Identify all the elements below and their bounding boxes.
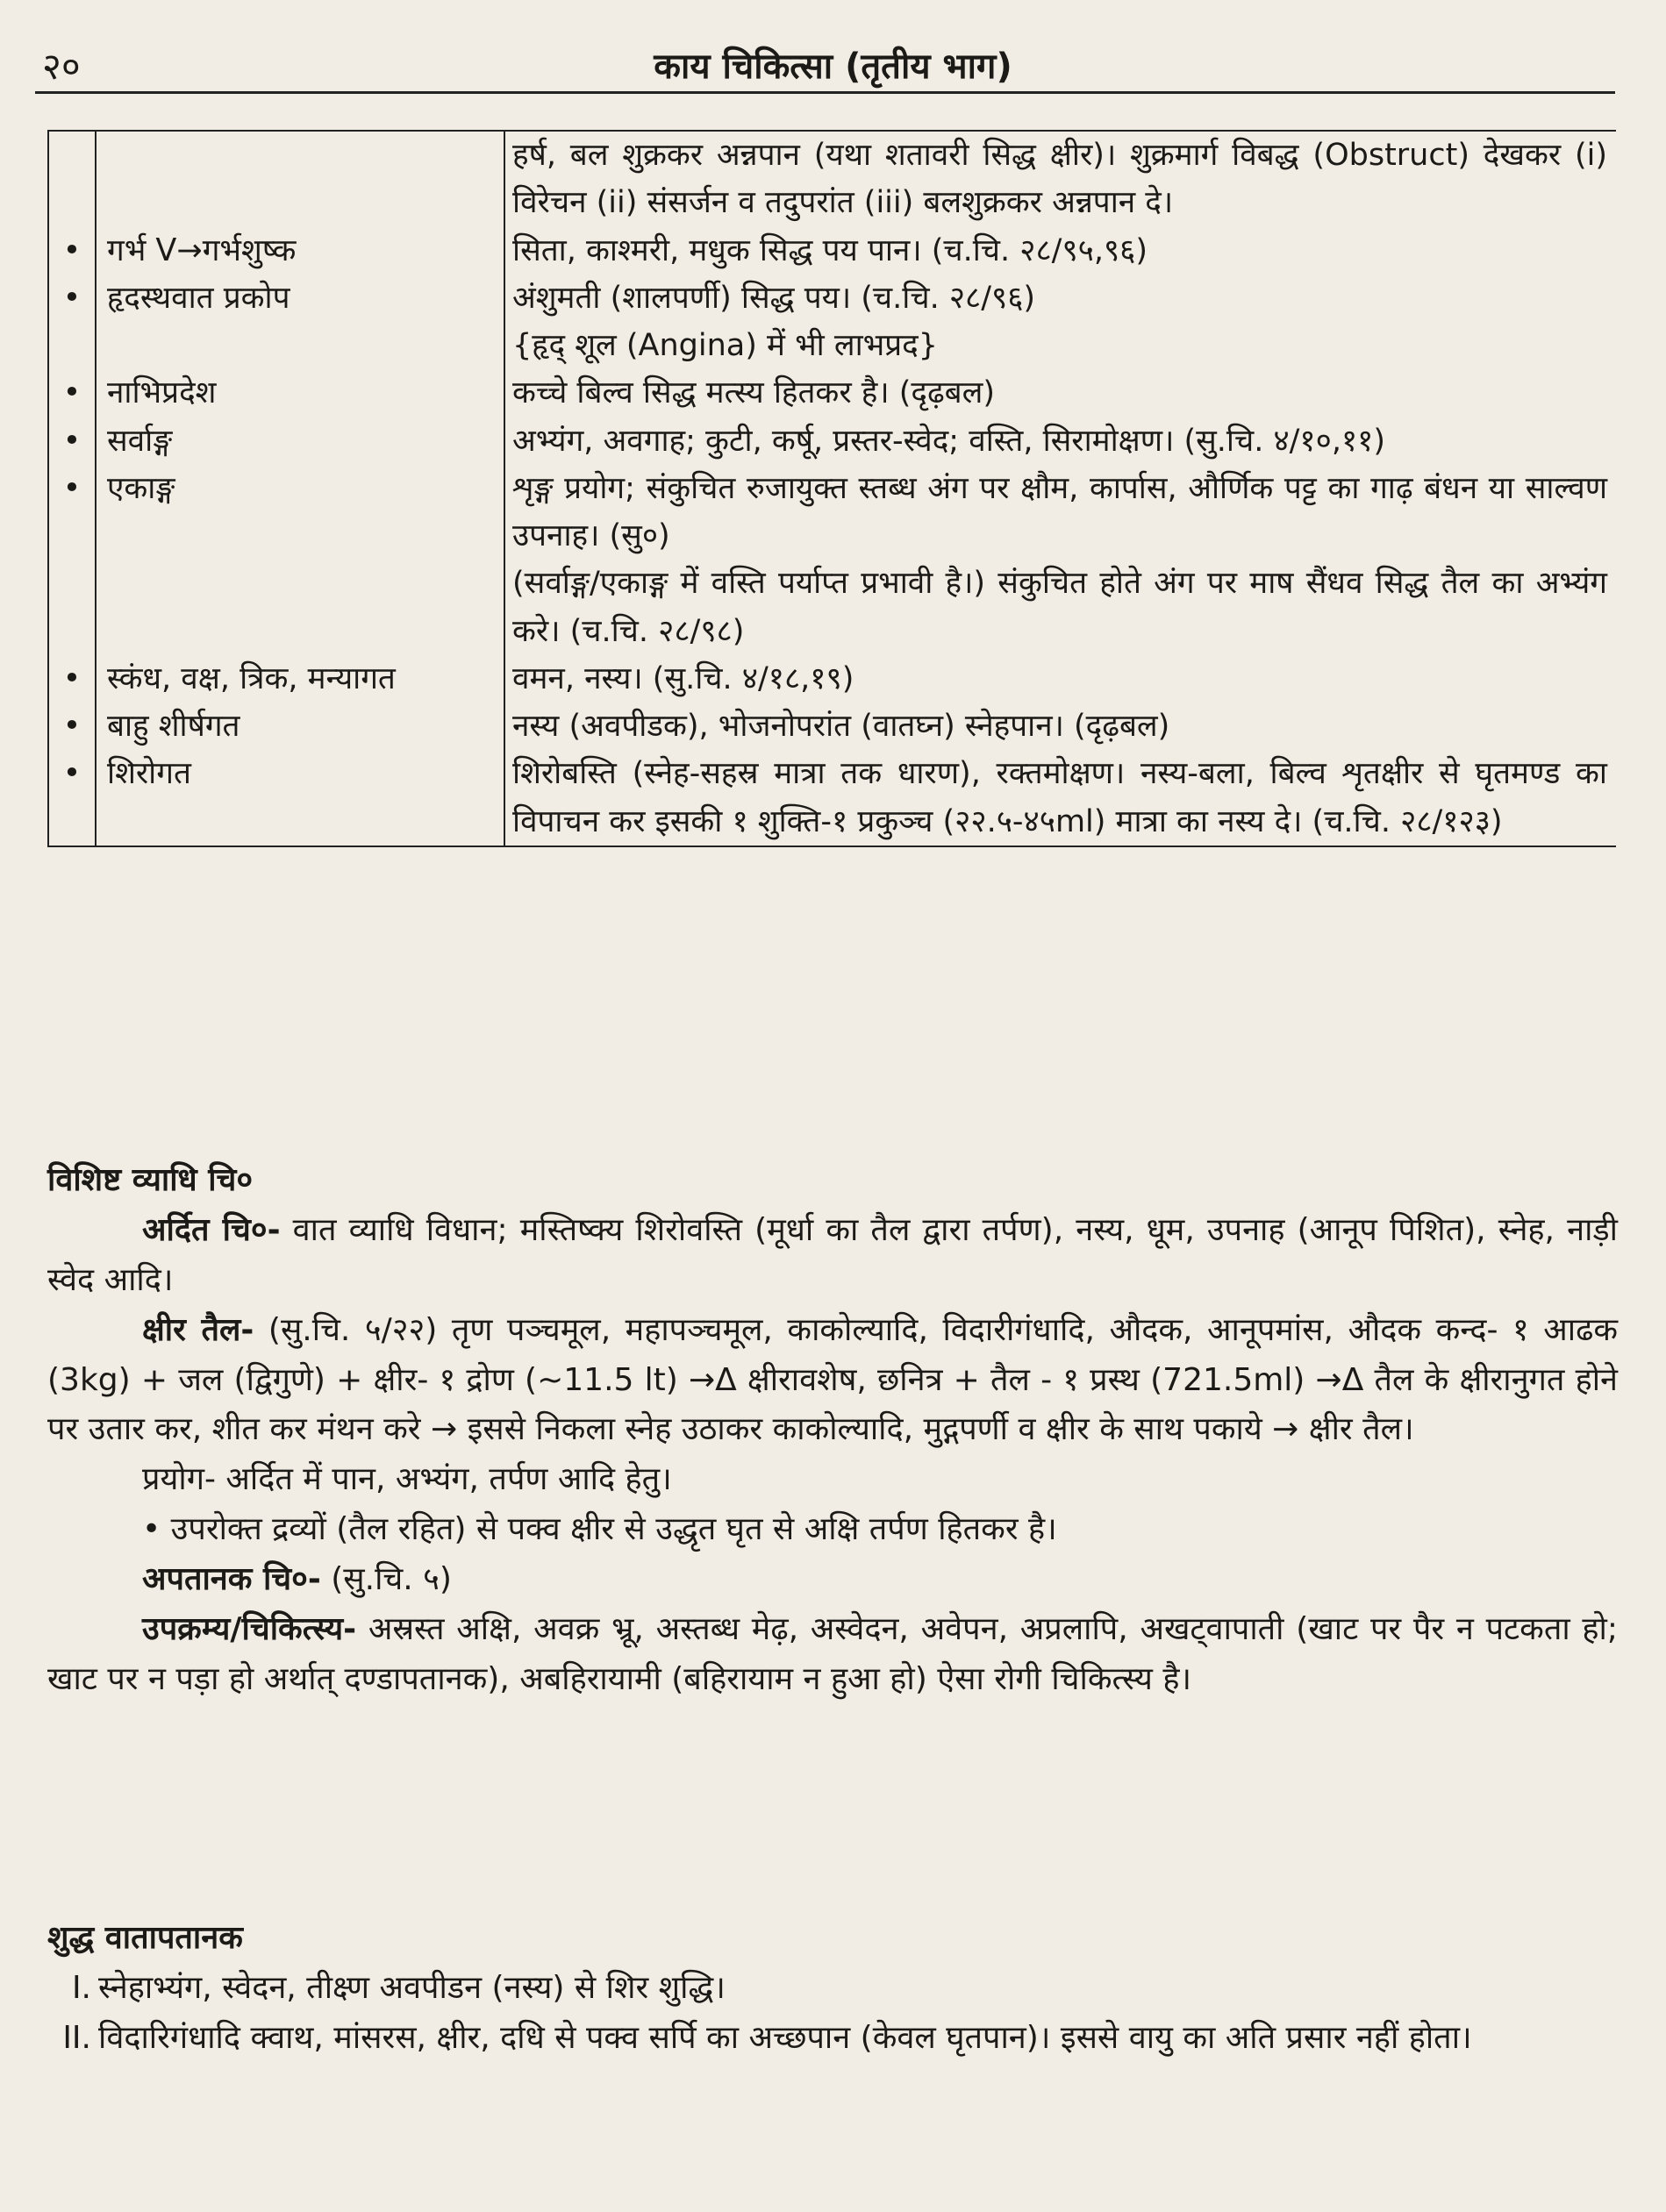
ksheer-label: क्षीर तैल- <box>142 1311 254 1348</box>
site-label: हृदस्थवात प्रकोप <box>96 275 504 322</box>
bullet: • <box>48 369 96 417</box>
table-row <box>48 560 1616 655</box>
treatment-table <box>47 130 1616 847</box>
section-heading: विशिष्ट व्याधि चि० <box>47 1162 254 1198</box>
treatment-text: सिता, काश्मरी, मधुक सिद्ध पय पान। (च.चि. २८/९५,९६) <box>512 232 1148 268</box>
table-row <box>48 703 1616 750</box>
apatanak-label: अपतानक चि०- <box>142 1561 321 1597</box>
apatanak-line <box>47 1555 1618 1605</box>
section-heading: शुद्ध वातापतानक <box>47 1920 243 1956</box>
list-item <box>47 1964 1618 2014</box>
list-item <box>47 2014 1618 2064</box>
treatment-text: अभ्यंग, अवगाह; कुटी, कर्षू, प्रस्तर-स्वेद; वस्ति, सिरामोक्षण। (सु.चि. ४/१०,११) <box>512 423 1386 459</box>
treatment-text: वमन, नस्य। (सु.चि. ४/१८,१९) <box>512 660 854 696</box>
upakram-paragraph <box>47 1605 1618 1705</box>
site-label: स्कंध, वक्ष, त्रिक, मन्यागत <box>96 655 504 703</box>
prayog-line: प्रयोग- अर्दित में पान, अभ्यंग, तर्पण आदि हेतु। <box>142 1461 672 1498</box>
site-label: शिरोगत <box>96 750 504 846</box>
site-label: गर्भ ᐯ→गर्भशुष्क <box>96 227 504 275</box>
upakram-label: उपक्रम्य/चिकित्स्य- <box>142 1610 357 1647</box>
list-text: स्नेहाभ्यंग, स्वेदन, तीक्ष्ण अवपीडन (नस्य) से शिर शुद्धि। <box>98 1969 726 2006</box>
site-label: बाहु शीर्षगत <box>96 703 504 750</box>
bullet-note: • उपरोक्त द्रव्यों (तैल रहित) से पक्व क्षीर से उद्धृत घृत से अक्षि तर्पण हितकर है। <box>142 1511 1057 1548</box>
table-row <box>48 227 1616 275</box>
list-number: I. <box>71 1969 91 2006</box>
site-label: सर्वाङ्ग <box>96 417 504 465</box>
table-row <box>48 750 1616 846</box>
table-row <box>48 655 1616 703</box>
upakram-text: अस्रस्त अक्षि, अवक्र भ्रू, अस्तब्ध मेढ़, अस्वेदन, अवेपन, अप्रलापि, अखट्वापाती (खाट पर पैर न पटकता हो; खाट पर न पड़ा हो अर्थात् दण्डापतानक), अबहिरायामी (बहिरायाम न हुआ हो) ऐसा रोगी चिकित्स्य है। <box>47 1610 1618 1697</box>
bullet: • <box>48 750 96 846</box>
bullet: • <box>48 275 96 322</box>
running-title: काय चिकित्सा (तृतीय भाग) <box>654 46 1012 87</box>
ardit-paragraph <box>47 1206 1618 1306</box>
page-number: २० <box>42 45 81 88</box>
treatment-text: हर्ष, बल शुक्रकर अन्नपान (यथा शतावरी सिद्ध क्षीर)। शुक्रमार्ग विबद्ध (Obstruct) देखकर (i) विरेचन (ii) संसर्जन व तदुपरांत (iii) बलशुक्रकर अन्नपान दे। <box>504 131 1616 227</box>
treatment-text: कच्चे बिल्व सिद्ध मत्स्य हितकर है। (दृढ़बल) <box>512 375 996 411</box>
ksheer-taila-paragraph <box>47 1306 1618 1456</box>
bullet: • <box>48 417 96 465</box>
list-number: II. <box>62 2019 91 2056</box>
table-row <box>48 417 1616 465</box>
bullet: • <box>48 655 96 703</box>
table-row <box>48 322 1616 369</box>
bullet: • <box>48 703 96 750</box>
pure-vatapatanak-section <box>47 1914 1618 2064</box>
table-row <box>48 275 1616 322</box>
treatment-text: {हृद् शूल (Angina) में भी लाभप्रद} <box>512 328 939 363</box>
site-label: नाभिप्रदेश <box>96 369 504 417</box>
treatment-text: अंशुमती (शालपर्णी) सिद्ध पय। (च.चि. २८/९६) <box>512 280 1036 316</box>
treatment-text: नस्य (अवपीडक), भोजनोपरांत (वातघ्न) स्नेहपान। (दृढ़बल) <box>512 709 1170 744</box>
ardit-label: अर्दित चि०- <box>142 1211 281 1248</box>
table-row <box>48 369 1616 417</box>
bullet: • <box>48 465 96 560</box>
list-text: विदारिगंधादि क्वाथ, मांसरस, क्षीर, दधि से पक्व सर्पि का अच्छपान (केवल घृतपान)। इससे वायु का अति प्रसार नहीं होता। <box>98 2019 1472 2056</box>
header-rule <box>35 91 1615 94</box>
ardit-text: वात व्याधि विधान; मस्तिष्क्य शिरोवस्ति (मूर्धा का तैल द्वारा तर्पण), नस्य, धूम, उपनाह (आनूप पिशित), स्नेह, नाड़ी स्वेद आदि। <box>47 1211 1618 1298</box>
ksheer-text: (सु.चि. ५/२२) तृण पञ्चमूल, महापञ्चमूल, काकोल्यादि, विदारीगंधादि, औदक, आनूपमांस, औदक कन्द- १ आढक (3kg) + जल (द्विगुणे) + क्षीर- १ द्रोण (~11.5 lt) →Δ क्षीरावशेष, छनित्र + तैल - १ प्रस्थ (721.5ml) →Δ तैल के क्षीरानुगत होने पर उतार कर, शीत कर मंथन करे → इससे निकला स्नेह उठाकर काकोल्यादि, मुद्गपर्णी व क्षीर के साथ पकाये → क्षीर तैल। <box>47 1311 1618 1448</box>
site-label: एकाङ्ग <box>96 465 504 560</box>
table-row <box>48 131 1616 227</box>
treatment-text: शृङ्ग प्रयोग; संकुचित रुजायुक्त स्तब्ध अंग पर क्षौम, कार्पास, और्णिक पट्ट का गाढ़ बंधन या साल्वण उपनाह। (सु०) <box>512 470 1607 553</box>
table-row <box>48 465 1616 560</box>
specific-disease-section <box>47 1156 1618 1705</box>
bullet: • <box>48 227 96 275</box>
treatment-text: (सर्वाङ्ग/एकाङ्ग में वस्ति पर्याप्त प्रभावी है।) संकुचित होते अंग पर माष सैंधव सिद्ध तैल का अभ्यंग करे। (च.चि. २८/९८) <box>512 566 1607 649</box>
apatanak-text: (सु.चि. ५) <box>320 1561 452 1597</box>
treatment-text: शिरोबस्ति (स्नेह-सहस्र मात्रा तक धारण), रक्तमोक्षण। नस्य-बला, बिल्व शृतक्षीर से घृतमण्ड का विपाचन कर इसकी १ शुक्ति-१ प्रकुञ्च (२२.५-४५ml) मात्रा का नस्य दे। (च.चि. २८/१२३) <box>504 750 1616 846</box>
